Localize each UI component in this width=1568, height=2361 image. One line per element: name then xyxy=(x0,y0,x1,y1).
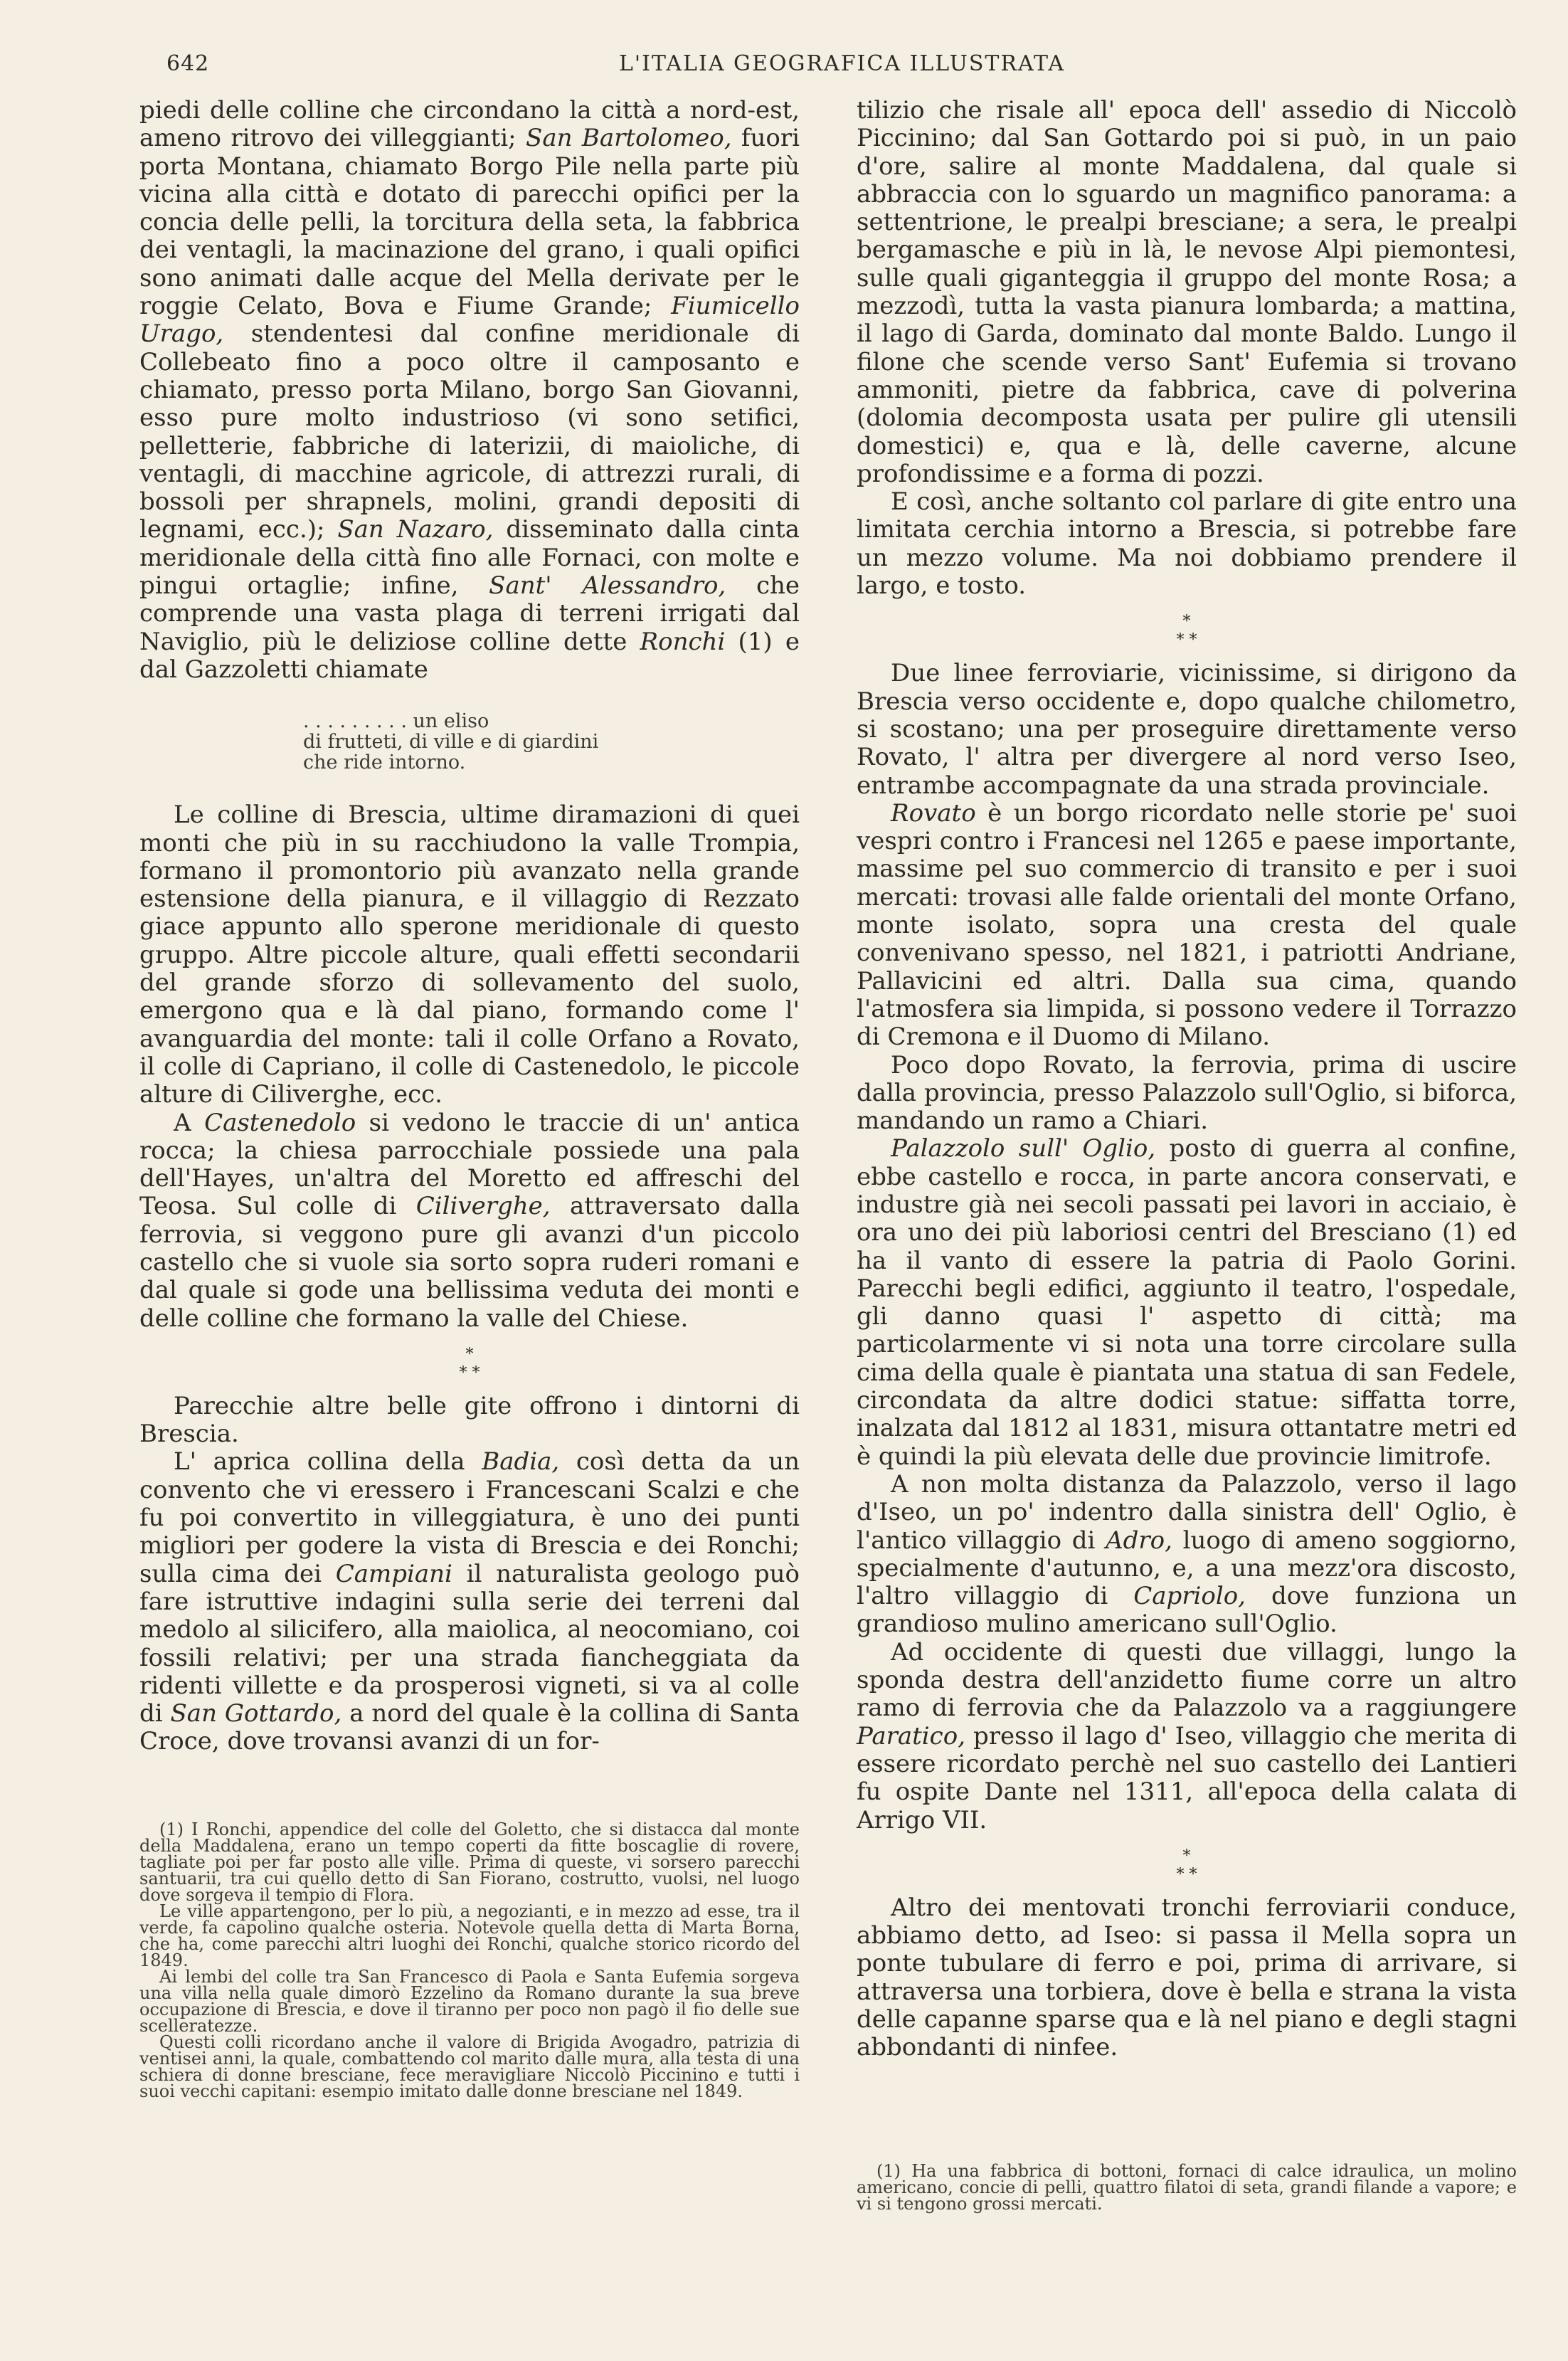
footnote: Le ville appartengono, per lo più, a negozianti, e in mezzo ad esse, tra il verde, fa capolino qualche osteria. Notevole quella detta di Marta Borna, che ha, come parecchi altri luoghi dei Ronchi, qualche storico ricordo del 1849. xyxy=(139,1901,800,1970)
paragraph: Due linee ferroviarie, vicinissime, si dirigono da Brescia verso occidente e, dopo qualche chilometro, si scostano; una per proseguire direttamente verso Rovato, l' altra per divergere al nord verso Iseo, entrambe accompagnate da una strada provinciale. xyxy=(857,659,1517,800)
footnote: Questi colli ricordano anche il valore di Brigida Avogadro, patrizia di ventisei anni, la quale, combattendo col marito dalle mura, alla testa di una schiera di donne bresciane, fece meravigliare Niccolò Piccinino e tutti i suoi vecchi capitani: esempio imitato dalle donne bresciane nel 1849. xyxy=(139,2032,800,2101)
paragraph: Parecchie altre belle gite offrono i dintorni di Brescia. xyxy=(139,1391,800,1449)
paragraph: L' aprica collina della Badia, così detta da un convento che vi eressero i Francescani Scalzi e che fu poi convertito in villeggiatura, è uno dei punti migliori per godere la vista di Brescia e dei Ronchi; sulla cima dei Campiani il naturalista geologo può fare istruttive indagini sulla serie dei terreni dal medolo al silicifero, alla maiolica, al neocomiano, coi fossili relativi; per una strada fiancheggiata da ridenti villette e da prosperosi vigneti, si va al colle di San Gottardo, a nord del quale è la collina di Santa Croce, dove trovansi avanzi di un for- xyxy=(139,1447,800,1756)
paragraph: Poco dopo Rovato, la ferrovia, prima di uscire dalla provincia, presso Palazzolo sull'Oglio, si biforca, mandando un ramo a Chiari. xyxy=(857,1050,1517,1136)
footnote: (1) I Ronchi, appendice del colle del Goletto, che si distacca dal monte della Maddalena, erano un tempo coperti da fitte boscaglie di rovere, tagliate poi per far posto alle ville. Prima di queste, vi sorsero parecchi santuarii, tra cui quello detto di San Fiorano, costrutto, vuolsi, nel luogo dove sorgeva il tempio di Flora. xyxy=(139,1819,800,1905)
paragraph: piedi delle colline che circondano la città a nord-est, ameno ritrovo dei villeggianti; San Bartolomeo, fuori porta Montana, chiamato Borgo Pile nella parte più vicina alla città e dotato di parecchi opifici per la concia delle pelli, la torcitura della seta, la fabbrica dei ventagli, la macinazione del grano, i quali opifici sono animati dalle acque del Mella derivate per le roggie Celato, Bova e Fiume Grande; Fiumicello Urago, stendentesi dal confine meridionale di Collebeato fino a poco oltre il camposanto e chiamato, presso porta Milano, borgo San Giovanni, esso pure molto industrioso (vi sono setifici, pelletterie, fabbriche di laterizii, di maioliche, di ventagli, di macchine agricole, di attrezzi rurali, di bossoli per shrapnels, molini, grandi depositi di legnami, ecc.); San Nazaro, disseminato dalla cinta meridionale della città fino alle Fornaci, con molte e pingui ortaglie; infine, Sant' Alessandro, che comprende una vasta plaga di terreni irrigati dal Naviglio, più le deliziose colline dette Ronchi (1) e dal Gazzoletti chiamate xyxy=(139,96,800,684)
section-divider-stars: * * * xyxy=(1176,613,1197,650)
paragraph: tilizio che risale all' epoca dell' assedio di Niccolò Piccinino; dal San Gottardo poi si può, in un paio d'ore, salire al monte Maddalena, dal quale si abbraccia con lo sguardo un magnifico panorama: a settentrione, le prealpi bresciane; a sera, le prealpi bergamasche e più in là, le nevose Alpi piemontesi, sulle quali giganteggia il gruppo del monte Rosa; a mezzodì, tutta la vasta pianura lombarda; a mattina, il lago di Garda, dominato dal monte Baldo. Lungo il filone che scende verso Sant' Eufemia si trovano ammoniti, pietre da fabbrica, cave di polverina (dolomia decomposta usata per pulire gli utensili domestici) e, qua e là, delle caverne, alcune profondissime e a forma di pozzi. xyxy=(857,96,1517,488)
paragraph: E così, anche soltanto col parlare di gite entro una limitata cerchia intorno a Brescia, si potrebbe fare un mezzo volume. Ma noi dobbiamo prendere il largo, e tosto. xyxy=(857,487,1517,601)
paragraph: Le colline di Brescia, ultime diramazioni di quei monti che più in su racchiudono la valle Trompia, formano il promontorio più avanzato nella grande estensione della pianura, e il villaggio di Rezzato giace appunto allo sperone meridionale di questo gruppo. Altre piccole alture, quali effetti secondarii del grande sforzo di sollevamento del suolo, emergono qua e là dal piano, formando come l' avanguardia del monte: tali il colle Orfano a Rovato, il colle di Capriano, il colle di Castenedolo, le piccole alture di Ciliverghe, ecc. xyxy=(139,801,800,1109)
paragraph: A Castenedolo si vedono le traccie di un' antica rocca; la chiesa parrocchiale possiede una pala dell'Hayes, un'altra del Moretto ed affreschi del Teosa. Sul colle di Ciliverghe, attraversato dalla ferrovia, si veggono pure gli avanzi d'un piccolo castello che si vuole sia sorto sopra ruderi romani e dal quale si gode una bellissima veduta dei monti e delle colline che formano la valle del Chiese. xyxy=(139,1108,800,1333)
footnote: Ai lembi del colle tra San Francesco di Paola e Santa Eufemia sorgeva una villa nella quale dimorò Ezzelino da Romano durante la sua breve occupazione di Brescia, e dove il tiranno per poco non pagò il fio delle sue scelleratezze. xyxy=(139,1967,800,2036)
page-number: 642 xyxy=(166,51,210,76)
paragraph: A non molta distanza da Palazzolo, verso il lago d'Iseo, un po' indentro dalla sinistra dell' Oglio, è l'antico villaggio di Adro, luogo di ameno soggiorno, specialmente d'autunno, e, a una mezz'ora discosto, l'altro villaggio di Capriolo, dove funziona un grandioso mulino americano sull'Oglio. xyxy=(857,1469,1517,1639)
section-divider-stars: * * * xyxy=(1176,1847,1197,1884)
verse-quote: . . . . . . . . . un eliso di frutteti, di ville e di giardini che ride intorno. xyxy=(303,710,599,774)
paragraph: Rovato è un borgo ricordato nelle storie pe' suoi vespri contro i Francesi nel 1265 e paese importante, massime pel suo commercio di transito e per i suoi mercati: trovasi alle falde orientali del monte Orfano, monte isolato, sopra una cresta del quale convenivano spesso, nel 1821, i patriotti Andriane, Pallavicini ed altri. Dalla sua cima, quando l'atmosfera sia limpida, si possono vedere il Torrazzo di Cremona e il Duomo di Milano. xyxy=(857,798,1517,1052)
section-divider-stars: * * * xyxy=(459,1345,480,1382)
left-column xyxy=(139,97,800,1756)
footnotes-left xyxy=(139,1819,800,2101)
right-column xyxy=(857,97,1517,2062)
paragraph: Ad occidente di questi due villaggi, lungo la sponda destra dell'anzidetto fiume corre un altro ramo di ferrovia che da Palazzolo va a raggiungere Paratico, presso il lago d' Iseo, villaggio che merita di essere ricordato perchè nel suo castello dei Lantieri fu ospite Dante nel 1311, all'epoca della calata di Arrigo VII. xyxy=(857,1637,1517,1834)
footnote: (1) Ha una fabbrica di bottoni, fornaci di calce idraulica, un molino americano, concie di pelli, quattro filatoi di seta, grandi filande a vapore; e vi si tengono grossi mercati. xyxy=(857,2161,1517,2214)
footnotes-right xyxy=(857,2163,1517,2212)
paragraph: Palazzolo sull' Oglio, posto di guerra al confine, ebbe castello e rocca, in parte ancora conservati, e industre già nei secoli passati pei lavori in acciaio, è ora uno dei più laboriosi centri del Bresciano (1) ed ha il vanto di essere la patria di Paolo Gorini. Parecchi begli edifici, aggiunto il teatro, l'ospedale, gli danno quasi l' aspetto di città; ma particolarmente vi si nota una torre circolare sulla cima della quale è piantata una statua di san Fedele, circondata da altre dodici statue: siffatta torre, inalzata dal 1812 al 1831, misura ottantatre metri ed è quindi la più elevata delle due provincie limitrofe. xyxy=(857,1134,1517,1471)
paragraph: Altro dei mentovati tronchi ferroviarii conduce, abbiamo detto, ad Iseo: si passa il Mella sopra un ponte tubulare di ferro e poi, prima di arrivare, si attraversa una torbiera, dove è bella e strana la vista delle capanne sparse qua e là nel piano e degli stagni abbondanti di ninfee. xyxy=(857,1893,1517,2062)
running-title: L'ITALIA GEOGRAFICA ILLUSTRATA xyxy=(619,51,1066,76)
